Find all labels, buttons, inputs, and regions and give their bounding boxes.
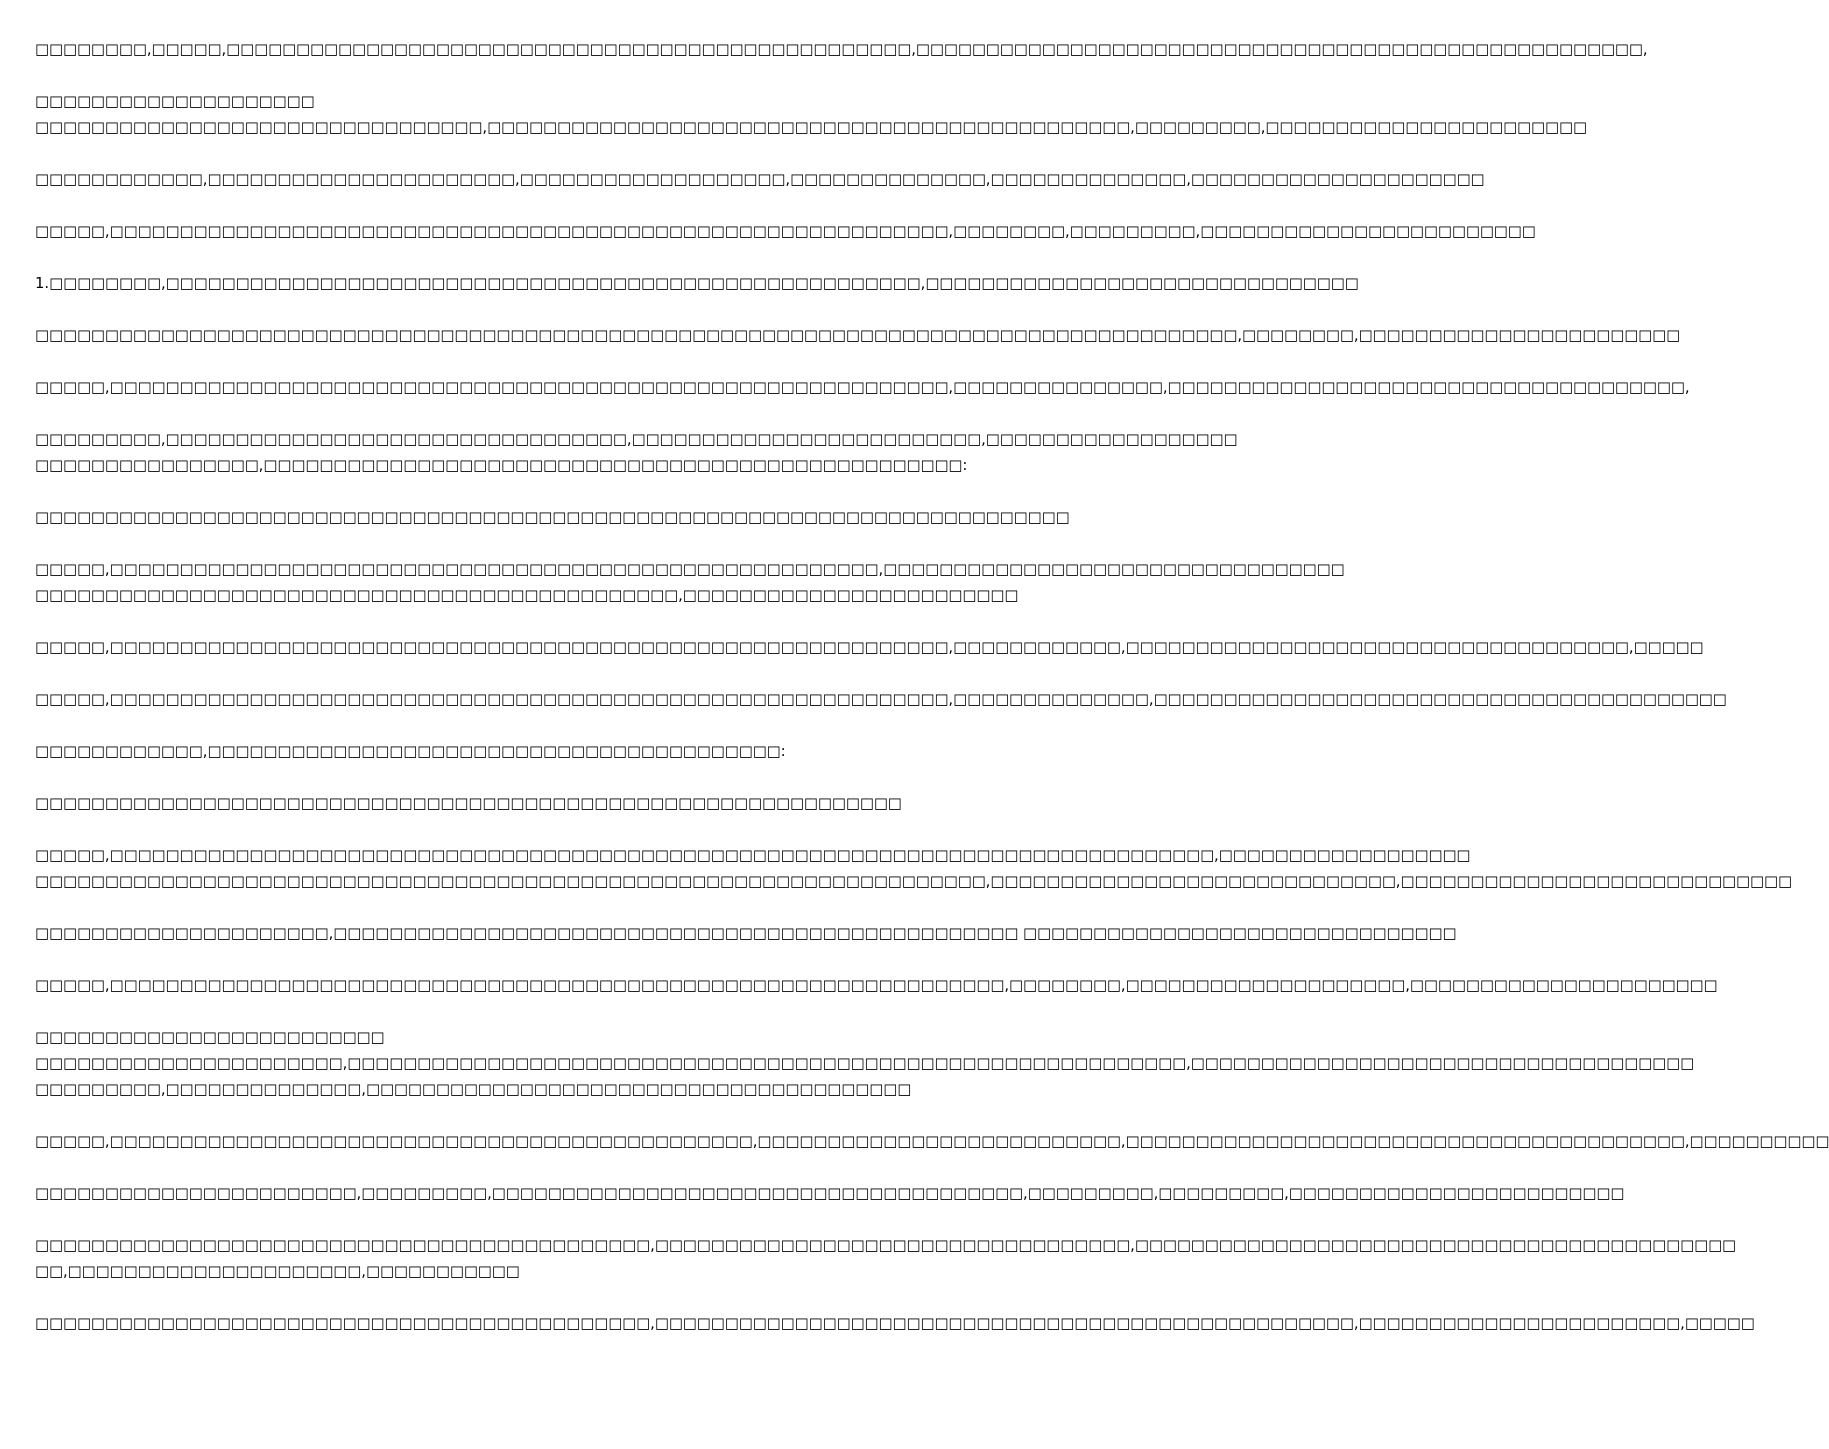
text-line: □□□□□□□□□□□□□□□□□□□□□□□□□□□□□□□□□□□□□□□□□□□□□□,□□□□□□□□□□□□□□□□□□□□□□□□ <box>35 587 1019 604</box>
text-line: □□□□□,□□□□□□□□□□□□□□□□□□□□□□□□□□□□□□□□□□□□□□□□□□□□□□,□□□□□□□□□□□□□□□□□□□□□□□□□□,□□□□□□□□□□□□□□□□□□□□□□□□□□□□□□□□□□□□□□□□,□□□□□□□□□□ <box>35 1133 1829 1150</box>
text-line: □□□□□□□□□□□□,□□□□□□□□□□□□□□□□□□□□□□□□□□□□□□□□□□□□□□□□□: <box>35 743 786 760</box>
text-line: □□□□□□□□□□□□□□□□□□□□ <box>35 93 315 110</box>
paragraph <box>35 427 1238 479</box>
paragraph <box>35 739 990 765</box>
paragraph <box>35 1025 1695 1103</box>
text-line: □□□□□□□□□□□□□□□□□□□□□□□□□□□□□□□□□□□□□□□□□□□□□□□□□□□□□□□□□□□□□□□□□□□□,□□□□□□□□□□□□□□□□□□□□□□□□□□□□□,□□□□□□□□□□□□□□□□□□□□□□□□□□□□ <box>35 873 1792 890</box>
paragraph <box>35 1233 1737 1285</box>
text-line: □□□□□□□□□□□□□□□□□□□□□□□□□□□□□□□□□□□□□□□□□□□□□□□□□□□□□□□□□□□□□□ <box>35 795 902 812</box>
text-line: □□□□□□□□□,□□□□□□□□□□□□□□,□□□□□□□□□□□□□□□□□□□□□□□□□□□□□□□□□□□□□□□ <box>35 1081 912 1098</box>
text-line: □□□□□□□□□□□□□□□□□□□□□,□□□□□□□□□□□□□□□□□□□□□□□□□□□□□□□□□□□□□□□□□□□□□□□□□ □□□□□□□□□□□□□□□□□□□□□□□□□□□□□□□ <box>35 925 1457 942</box>
paragraph <box>35 635 1704 661</box>
paragraph <box>35 921 1457 947</box>
paragraph <box>35 1129 1829 1155</box>
paragraph <box>35 557 1345 609</box>
paragraph <box>35 219 1536 245</box>
text-line: □□□□□,□□□□□□□□□□□□□□□□□□□□□□□□□□□□□□□□□□□□□□□□□□□□□□□□□□□□□□□□□□□□□□□□□□□□□□□□□□□□□□□,□□□□□□□□□□□□□□□□□□ <box>35 847 1471 864</box>
paragraph <box>35 791 990 817</box>
text-line: □□□□□□□□□□□□□□□□□□□□□□□□□□□□□□□□□□□□□□□□□□□□□□□□□□□□□□□□□□□□□□□□□□□□□□□□□□ <box>35 509 1070 526</box>
text-line: □□□□□□□□□□□□□□□□□□□□□□,□□□□□□□□□□□□□□□□□□□□□□□□□□□□□□□□□□□□□□□□□□□□□□□□□□□□□□□□□□□□,□□□□□□□□□□□□□□□□□□□□□□□□□□□□□□□□□□□□ <box>35 1055 1695 1072</box>
text-line: □□□□□□□□,□□□□□,□□□□□□□□□□□□□□□□□□□□□□□□□□□□□□□□□□□□□□□□□□□□□□□□□,□□□□□□□□□□□□□□□□□□□□□□□□□□□□□□□□□□□□□□□□□□□□□□□□□□□□, <box>35 41 1648 58</box>
paragraph <box>35 1311 1755 1337</box>
text-line: □□□□□□□□□□□□□□□□,□□□□□□□□□□□□□□□□□□□□□□□□□□□□□□□□□□□□□□□□□□□□□□□□□□: <box>35 457 968 474</box>
document-body <box>35 37 1829 1363</box>
text-line: □□,□□□□□□□□□□□□□□□□□□□□□,□□□□□□□□□□□ <box>35 1263 520 1280</box>
paragraph <box>35 37 1648 63</box>
text-line: □□□□□,□□□□□□□□□□□□□□□□□□□□□□□□□□□□□□□□□□□□□□□□□□□□□□□□□□□□□□□□□□□□,□□□□□□□□□□□□□□□,□□□□□□□□□□□□□□□□□□□□□□□□□□□□□□□□□□□□□, <box>35 379 1690 396</box>
paragraph <box>35 1181 1625 1207</box>
text-line: □□□□□□□□□□□□□□□□□□□□□□□□□□□□□□□□□□□□□□□□□□□□□□□□□□□□□□□□□□□□□□□□□□□□□□□□□□□□□□□□□□□□□□,□□□□□□□□,□□□□□□□□□□□□□□□□□□□□□□□ <box>35 327 1681 344</box>
paragraph <box>35 843 1792 895</box>
paragraph <box>35 505 1070 531</box>
paragraph <box>35 323 1681 349</box>
paragraph <box>35 973 1718 999</box>
text-line: □□□□□□□□□□□□,□□□□□□□□□□□□□□□□□□□□□□,□□□□□□□□□□□□□□□□□□□,□□□□□□□□□□□□□□,□□□□□□□□□□□□□□,□□□□□□□□□□□□□□□□□□□□□ <box>35 171 1485 188</box>
text-line: □□□□□,□□□□□□□□□□□□□□□□□□□□□□□□□□□□□□□□□□□□□□□□□□□□□□□□□□□□□□□□□□□□,□□□□□□□□□□□□,□□□□□□□□□□□□□□□□□□□□□□□□□□□□□□□□□□□□,□□□□□ <box>35 639 1704 656</box>
paragraph <box>35 687 1727 713</box>
text-line: □□□□□□□□□□□□□□□□□□□□□□□,□□□□□□□□□,□□□□□□□□□□□□□□□□□□□□□□□□□□□□□□□□□□□□□□,□□□□□□□□□,□□□□□□□□□,□□□□□□□□□□□□□□□□□□□□□□□□ <box>35 1185 1625 1202</box>
paragraph <box>35 375 1690 401</box>
text-line: □□□□□,□□□□□□□□□□□□□□□□□□□□□□□□□□□□□□□□□□□□□□□□□□□□□□□□□□□□□□□,□□□□□□□□□□□□□□□□□□□□□□□□□□□□□□□□□ <box>35 561 1345 578</box>
paragraph <box>35 89 1587 141</box>
text-line: □□□□□□□□□□□□□□□□□□□□□□□□□ <box>35 1029 385 1046</box>
text-line: □□□□□,□□□□□□□□□□□□□□□□□□□□□□□□□□□□□□□□□□□□□□□□□□□□□□□□□□□□□□□□□□□□,□□□□□□□□,□□□□□□□□□,□□□□□□□□□□□□□□□□□□□□□□□□ <box>35 223 1536 240</box>
text-line: □□□□□□□□□□□□□□□□□□□□□□□□□□□□□□□□□□□□□□□□□□□□,□□□□□□□□□□□□□□□□□□□□□□□□□□□□□□□□□□□□□□□□□□□□□□□□□□,□□□□□□□□□□□□□□□□□□□□□□□,□□□□□ <box>35 1315 1755 1332</box>
paragraph <box>35 167 1485 193</box>
text-line: □□□□□□□□□,□□□□□□□□□□□□□□□□□□□□□□□□□□□□□□□□□,□□□□□□□□□□□□□□□□□□□□□□□□□,□□□□□□□□□□□□□□□□□□ <box>35 431 1238 448</box>
text-line: 1.□□□□□□□□,□□□□□□□□□□□□□□□□□□□□□□□□□□□□□□□□□□□□□□□□□□□□□□□□□□□□□□,□□□□□□□□□□□□□□□□□□□□□□□□□□□□□□□ <box>35 275 1359 292</box>
text-line: □□□□□,□□□□□□□□□□□□□□□□□□□□□□□□□□□□□□□□□□□□□□□□□□□□□□□□□□□□□□□□□□□□□□□□,□□□□□□□□,□□□□□□□□□□□□□□□□□□□□,□□□□□□□□□□□□□□□□□□□□□□ <box>35 977 1718 994</box>
text-line: □□□□□□□□□□□□□□□□□□□□□□□□□□□□□□□□□□□□□□□□□□□□,□□□□□□□□□□□□□□□□□□□□□□□□□□□□□□□□□□,□□□□□□□□□□□□□□□□□□□□□□□□□□□□□□□□□□□□□□□□□□□ <box>35 1237 1737 1254</box>
text-line: □□□□□□□□□□□□□□□□□□□□□□□□□□□□□□□□,□□□□□□□□□□□□□□□□□□□□□□□□□□□□□□□□□□□□□□□□□□□□□□,□□□□□□□□□,□□□□□□□□□□□□□□□□□□□□□□□ <box>35 119 1587 136</box>
text-line: □□□□□,□□□□□□□□□□□□□□□□□□□□□□□□□□□□□□□□□□□□□□□□□□□□□□□□□□□□□□□□□□□□,□□□□□□□□□□□□□□,□□□□□□□□□□□□□□□□□□□□□□□□□□□□□□□□□□□□□□□□□ <box>35 691 1727 708</box>
paragraph <box>35 271 1359 297</box>
